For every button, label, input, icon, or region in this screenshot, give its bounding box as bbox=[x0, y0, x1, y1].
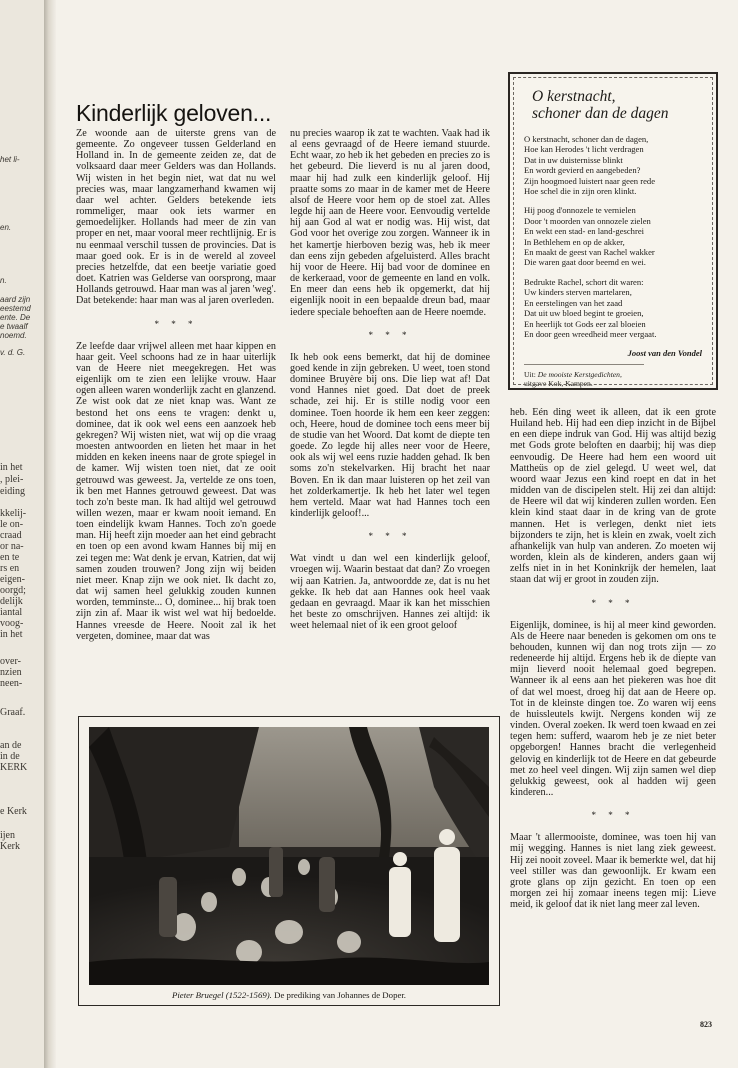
paragraph: Ze woonde aan de uiterste grens van de gemeente. Zo ongeveer tussen Gelderland en Holland in. In de gemeente zeiden ze, dat de volksaard daar meer Gelders was dan Hollands. Wij wisten in het begin niet, wat dat nu wel precies was, maar langzamerhand kwamen wij daar wel achter. Gelders betekende iets rommeliger, maar ook iets warmer en gemoedelijker. Hollands had meer de zin van proper en net, maar vooral meer rechtlijnig. Er is nu eenmaal verschil tussen de provincies. Dat is maar goed ook. Er is in de wereld al zoveel precies hetzelfde, dat een beetje variatie goed doet. Katrien was Gelderse van oorsprong, maar Hollands getrouwd. Haar man was al jaren 'weg'. Dat betekende: haar man was al jaren overleden. bbox=[76, 128, 276, 307]
margin-fragment: het li- bbox=[0, 155, 20, 164]
paragraph: Ik heb ook eens bemerkt, dat hij de dominee goed kende in zijn gebreken. U weet, toen stond dominee Bruyère bij ons. Die liep wat af! Dat vond Hannes niet goed. Dat doet de preek schade, zei hij. Er is stille nodig voor een dominee. Toen hoorde ik hem een keer zeggen: och, Heere, houd de dominee toch eens meer bij de studie van het Woord. Dat komt de diepte ten goede. Zo legde hij alles neer voor de Heere, ook als wij wel eens ruzie hadden gehad. Ik ben soms zo'n stekelvarken. Hij bracht het naar Boven. En ik dan maar luisteren op het zeil van het zolderkamertje. Ik heb het later wel tegen hem verteld. Maar wat had Hannes toch een kinderlijk geloof!... bbox=[290, 351, 490, 519]
poem-line: Hoe kan Herodes 't licht verdragen bbox=[524, 144, 644, 155]
section-separator: * * * bbox=[591, 597, 635, 608]
paragraph: Ze leefde daar vrijwel alleen met haar kippen en haar geit. Veel schoons had ze in haar uiterlijk van de Heere niet meegekregen. Het was eigenlijk om te zien een lelijke vrouw. Haar ogen alleen waren wonderlijk zacht en glanzend. Ze wist ook dat ze niet knap was. Want ze bestond het ons eens te vragen: denkt u, dominee, dat ik ook wel eens een aanzoek heb gekregen? Wij wisten niet, wat wij op die vraag moesten antwoorden en lieten het maar in het midden en keken ineens naar de grote spiegel in de kamer. Wij wisten toen niet, dat ze ooit getrouwd was geweest. Ja, vertelde ze ons toen, ik ben met Hannes getrouwd geweest. Dat was toch zo'n beste man. Ik had altijd wel getrouwd willen wezen, maar er kwam nooit iemand. En toen eindelijk kwam Hannes. Toch zo'n goede man. Hij heeft zijn moeder aan het eind gebracht en toen op een avond kwam Hannes bij mij en zei tegen me: Wat denk je ervan, Katrien, dat wij samen zouden trouwen? Jong zijn wij beiden niet meer. Knap zijn we ook niet. Ik dacht zo, dat wij samen heel gelukkig zouden kunnen worden, temminste... O, dominee... hij brak toen zijn zin af. Maar ik wist wel wat hij bedoelde. Hannes vreesde de Heere. Nooit zal ik het vergeten, dominee, maar dat was bbox=[76, 340, 276, 642]
margin-fragment: eestemd bbox=[0, 304, 31, 313]
margin-fragment: rs en bbox=[0, 563, 20, 574]
previous-page-margin bbox=[0, 0, 44, 1068]
poem-line: En wordt gevierd en aangebeden? bbox=[524, 165, 641, 176]
poem-source-title: De mooiste Kerstgedichten, bbox=[537, 370, 622, 380]
section-separator: * * * bbox=[154, 318, 198, 329]
poem-line: Uw kinders sterven martelaren, bbox=[524, 287, 632, 298]
poem-line: Hoe schel die in zijn oren klinkt. bbox=[524, 186, 637, 197]
poem-source-publisher: uitgave Kok, Kampen. bbox=[524, 379, 593, 389]
section-separator: * * * bbox=[368, 531, 412, 542]
margin-fragment: ijen bbox=[0, 830, 15, 841]
margin-fragment: en. bbox=[0, 223, 12, 232]
article-column-1 bbox=[76, 128, 276, 642]
poem-box bbox=[508, 72, 718, 390]
poem-line: Hij poog d'onnozele te vernielen bbox=[524, 205, 636, 216]
margin-fragment: en te bbox=[0, 552, 20, 563]
margin-fragment: KERK bbox=[0, 762, 28, 773]
poem-source bbox=[524, 364, 644, 388]
margin-fragment: n. bbox=[0, 276, 7, 285]
margin-fragment: le on- bbox=[0, 519, 24, 530]
margin-fragment: e Kerk bbox=[0, 806, 27, 817]
paragraph: Wat vindt u dan wel een kinderlijk geloof, vroegen wij. Waarin bestaat dat dan? Zo vroegen wij aan Katrien. Ja, antwoordde ze, dat is nu het gekke. Ik heb dat aan Hannes ook heel vaak gedaan en gevraagd. Maar ik kan het misschien het beste zo omschrijven. Hannes zei altijd: ik weet helemaal niet of ik een groot geloof bbox=[290, 553, 490, 632]
poem-line: In Bethlehem en op de akker, bbox=[524, 236, 625, 247]
margin-fragment: eiding bbox=[0, 486, 25, 497]
caption-title: De prediking van Johannes de Doper. bbox=[271, 990, 407, 1000]
article-column-3 bbox=[510, 407, 716, 910]
margin-fragment: delijk bbox=[0, 596, 23, 607]
section-separator: * * * bbox=[368, 329, 412, 340]
margin-fragment: in het bbox=[0, 462, 23, 473]
margin-fragment: kkelij- bbox=[0, 508, 27, 519]
margin-fragment: neen- bbox=[0, 678, 23, 689]
paragraph: nu precies waarop ik zat te wachten. Vaak had ik al eens gevraagd of de Heere iemand stuurde. Echt waar, zo heb ik het gebeden en precies zo is het gebeurd. Die lieverd is nu al jaren dood, maar hij had zulk een kinderlijk geloof. Hij praatte soms zo maar in de kamer met de Heere alsof de Heere voor hem op de stoel zat. Alles legde hij aan de Heere voor. Eenvoudig vertelde hij aan God al wat er nodig was. Hij wist, dat God voor het overige zou zorgen. Wanneer ik in het kamertje hierboven bezig was, heb ik meer dan eens zijn gebeden afgeluisterd. Alles bracht hij voor de Heere. Hij bad voor de dominee en de kerkeraad, voor de gemeente en land en volk. En meer dan eens heb ik opgemerkt, dat hij eigenlijk nooit in een bepaalde dreun bad, maar iedere speciale behoeften aan de Heere noemde. bbox=[290, 128, 490, 318]
poem-line: O kerstnacht, schoner dan de dagen, bbox=[524, 134, 649, 144]
caption-artist: Pieter Bruegel (1522-1569). bbox=[171, 990, 272, 1000]
paragraph: Maar 't allermooiste, dominee, was toen hij van mij wegging. Hannes is niet lang ziek geweest. Hij zei nooit zoveel. Maar ik bemerkte wel, dat hij veel stiller was dan gewoonlijk. Er kwam een grote glans op zijn gezicht. En toen op een morgen zei hij zomaar ineens tegen mij: Lieve meid, ik geloof dat ik niet lang meer zal leven. bbox=[510, 832, 716, 911]
paragraph: heb. Eén ding weet ik alleen, dat ik een grote Huiland heb. Hij had een diep inzicht in de Bijbel en een diepe indruk van God. Hij was altijd bezig met Gods grote beloften en daarbij; hij was diep eenvoudig. De Heere had hem een woord uit Mattheüs op de ziel gelegd. U weet wel, dat woord waar Jezus een kind roept en dat in het midden van de discipelen stelt. Hij zei dan altijd: de Heere wil dat wij kinderen zullen worden. Een klein kind staat daar in de kring van de grote mannen. Het is verlegen, denkt niet iets bijzonders te zijn, het is klein en zwak, voelt zich afhankelijk van hulp van anderen. Zo moeten wij worden, klein als de kinderen, anders gaan wij zelfs niet in in het Koninkrijk der hemelen, laat staan dat wij er groot in zouden zijn. bbox=[510, 407, 716, 586]
poem-line: Dat in uw duisternisse blinkt bbox=[524, 154, 623, 165]
margin-fragment: an de bbox=[0, 740, 22, 751]
poem-line: Door 't moorden van onnozele zielen bbox=[524, 215, 651, 226]
poem-line: En eerstelingen van het zaad bbox=[524, 297, 623, 308]
margin-fragment: or na- bbox=[0, 541, 24, 552]
page-fold-shadow bbox=[44, 0, 56, 1068]
paragraph: Eigenlijk, dominee, is hij al meer kind geworden. Als de Heere naar beneden is gekomen om ons te behouden, kunnen wij dan nog trots zijn — zo redeneerde hij altijd. Ergens heb ik de diepte van mijn lieverd nooit helemaal goed begrepen. Wanneer ik al eens aan het piekeren was hoe dit of dat wel moest, droeg hij dat aan de Heere op. Tot in de kleinste dingen toe. Zo waren wij eens de huissleutels kwijt. Nergens konden wij ze vinden. Overal zoeken. Ik werd toen kwaad en zei tegen hem: sufferd, waarom heb je ze niet beter opgeborgen! Hannes bracht die verlegenheid gelovig en kinderlijk tot de Heere en dat gebeurde met zo heel veel dingen. Wij zijn samen wel diep gelukkig geweest, ook al hadden wij geen kinderen... bbox=[510, 619, 716, 798]
poem-source-prefix: Uit: bbox=[524, 370, 538, 380]
poem-line: Zijn hoogmoed luistert naar geen rede bbox=[524, 175, 656, 186]
poem-stanza bbox=[524, 134, 706, 196]
poem-stanza bbox=[524, 277, 706, 339]
margin-fragment: noemd. bbox=[0, 331, 27, 340]
poem-line: Dat uit uw bloed begint te groeien, bbox=[524, 308, 644, 319]
poem-line: En wekt een stad- en land-geschrei bbox=[524, 226, 645, 237]
painting-figure bbox=[78, 716, 500, 1006]
poem-line: En door geen wreedheid meer vergaat. bbox=[524, 328, 657, 339]
margin-fragment: ente. De bbox=[0, 313, 31, 322]
margin-fragment: Graaf. bbox=[0, 707, 26, 718]
margin-fragment: , plei- bbox=[0, 474, 24, 485]
article-column-2 bbox=[290, 128, 490, 631]
page-number: 823 bbox=[700, 1020, 712, 1029]
margin-fragment: e twaalf bbox=[0, 322, 28, 331]
figure-caption bbox=[79, 990, 499, 1000]
margin-fragment: voog- bbox=[0, 618, 24, 629]
poem-line: En heerlijk tot Gods eer zal bloeien bbox=[524, 318, 646, 329]
margin-fragment: iantal bbox=[0, 607, 23, 618]
margin-fragment: aard zijn bbox=[0, 295, 31, 304]
poem-line: En maakt de geest van Rachel wakker bbox=[524, 247, 655, 258]
article-title: Kinderlijk geloven... bbox=[76, 100, 272, 126]
margin-fragment: eigen- bbox=[0, 574, 25, 585]
margin-fragment: over- bbox=[0, 656, 21, 667]
margin-fragment: Kerk bbox=[0, 841, 20, 852]
margin-fragment: oorgd; bbox=[0, 585, 26, 596]
section-separator: * * * bbox=[591, 810, 635, 821]
margin-fragment: v. d. G. bbox=[0, 348, 26, 357]
painting-image bbox=[89, 727, 489, 985]
margin-fragment: nzien bbox=[0, 667, 22, 678]
poem-title-line: O kerstnacht, bbox=[532, 88, 616, 105]
margin-fragment: craad bbox=[0, 530, 22, 541]
poem-author: Joost van den Vondel bbox=[627, 348, 702, 359]
poem-title-line: schoner dan de dagen bbox=[532, 105, 669, 122]
poem-stanza bbox=[524, 205, 706, 267]
poem-line: Bedrukte Rachel, schort dit waren: bbox=[524, 276, 644, 287]
margin-fragment: in de bbox=[0, 751, 20, 762]
poem-line: Die waren gaat door beemd en wei. bbox=[524, 257, 646, 268]
margin-fragment: in het bbox=[0, 629, 23, 640]
poem-title bbox=[532, 88, 706, 122]
